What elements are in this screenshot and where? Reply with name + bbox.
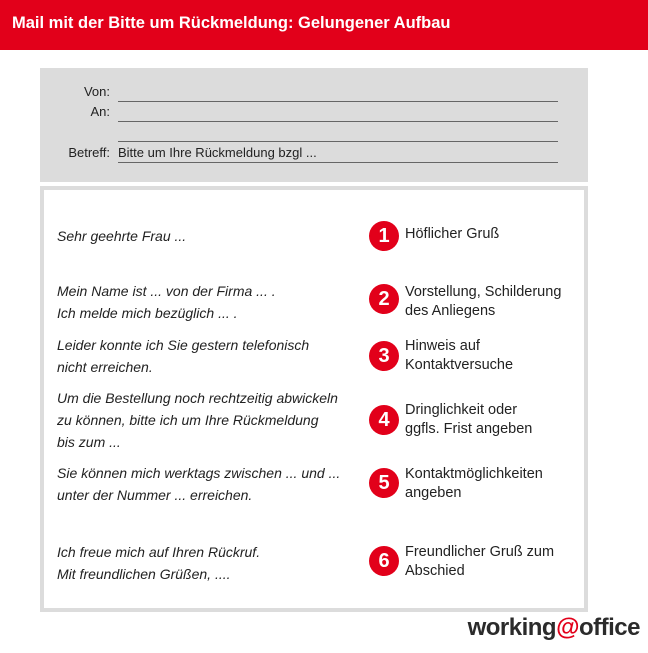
row-2-label: Vorstellung, Schilderung des Anliegens — [405, 284, 562, 319]
cc-field — [118, 141, 558, 142]
subject-label: Betreff: — [68, 145, 110, 160]
row-6-text: Ich freue mich auf Ihren Rückruf. Mit freundlichen Grüßen, .... — [57, 544, 261, 582]
row-1-label: Höflicher Gruß — [405, 226, 500, 242]
from-field — [118, 101, 558, 102]
row-6-label: Freundlicher Gruß zum Abschied — [405, 544, 555, 579]
row-4-label: Dringlichkeit oder ggfls. Frist angeben — [405, 402, 533, 437]
from-label: Von: — [83, 84, 110, 99]
step-2-badge: 2 — [369, 284, 399, 314]
step-4-badge: 4 — [369, 405, 399, 435]
step-6-badge: 6 — [369, 546, 399, 576]
row-2-text: Mein Name ist ... von der Firma ... . Ich melde mich bezüglich ... . — [57, 283, 276, 321]
mail-body — [44, 190, 584, 608]
row-1-text: Sehr geehrte Frau ... — [57, 228, 187, 244]
page-title: Mail mit der Bitte um Rückmeldung: Gelungener Aufbau — [12, 14, 451, 32]
mail-header-box — [40, 68, 588, 182]
row-5-text: Sie können mich werktags zwischen ... und ... unter der Nummer ... erreichen. — [57, 465, 341, 503]
header-banner — [0, 0, 648, 50]
to-label: An: — [90, 104, 110, 119]
step-3-badge: 3 — [369, 341, 399, 371]
row-3-text: Leider konnte ich Sie gestern telefonisch nicht erreichen. — [57, 337, 310, 375]
row-4-text: Um die Bestellung noch rechtzeitig abwickeln zu können, bitte ich um Ihre Rückmeldung bis zum ... — [57, 390, 338, 450]
row-5-label: Kontaktmöglichkeiten angeben — [405, 466, 543, 501]
working-office-logo: working@office — [467, 614, 640, 641]
subject-value: Bitte um Ihre Rückmeldung bzgl ... — [118, 145, 317, 160]
step-5-badge: 5 — [369, 468, 399, 498]
row-3-label: Hinweis auf Kontaktversuche — [405, 338, 514, 373]
step-1-badge: 1 — [369, 221, 399, 251]
subject-field — [118, 162, 558, 163]
to-field — [118, 121, 558, 122]
mail-body-frame — [40, 186, 588, 612]
